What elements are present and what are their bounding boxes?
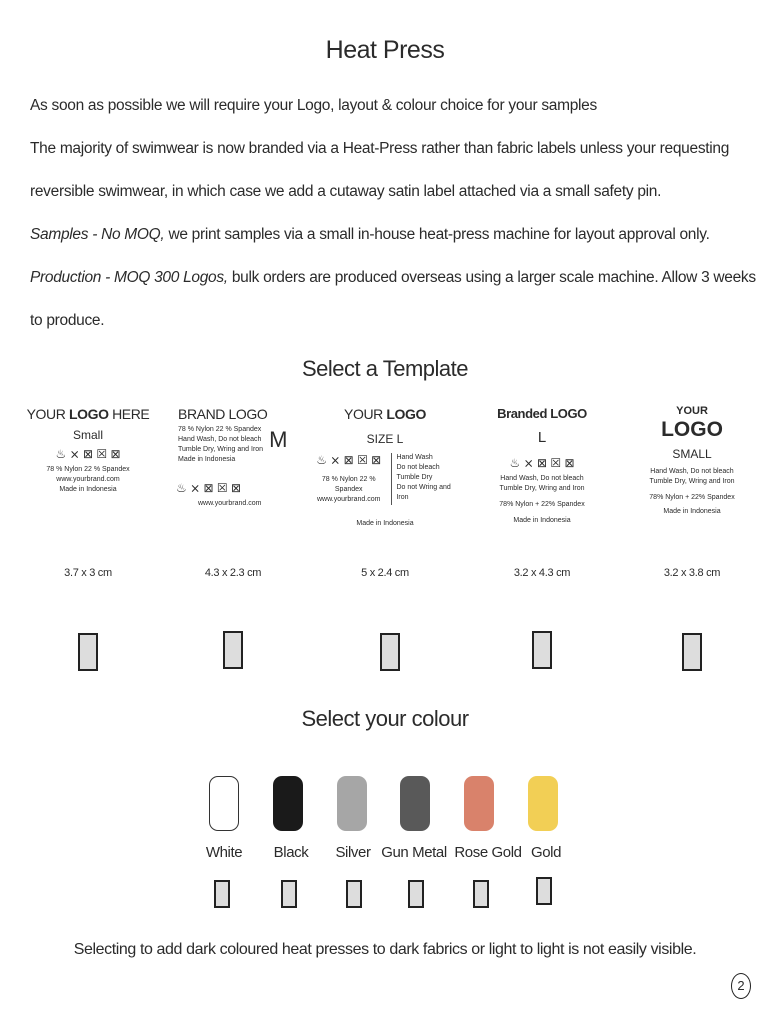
colour-label: Gun Metal	[381, 844, 447, 861]
template-text-line: 78 % Nylon 22 % Spandex	[46, 466, 130, 473]
template-heading: YOUR LOGO HERE	[26, 406, 150, 422]
template-body	[158, 425, 308, 465]
colour-white-checkbox[interactable]	[214, 880, 230, 908]
template-text-line: Hand Wash	[396, 454, 433, 461]
template-text-line: www.yourbrand.com	[56, 476, 120, 483]
colour-swatch-rose-gold	[464, 776, 494, 831]
template-text-line: 78% Nylon + 22% Spandex	[499, 501, 585, 508]
template-size-label: M	[269, 427, 288, 452]
template-dimensions: 4.3 x 2.3 cm	[204, 567, 262, 579]
template-text-line: Hand Wash, Do not bleach	[650, 468, 734, 475]
template-heading: BRAND LOGO	[178, 406, 268, 422]
template-text-line: Made in Indonesia	[513, 517, 571, 524]
template-card-5	[617, 405, 767, 579]
care-icons: ♨ ⨯ ⊠ ☒ ⊠	[55, 447, 121, 461]
template-body	[310, 453, 460, 505]
care-icons: ♨ ⨯ ⊠ ☒ ⊠	[316, 453, 382, 467]
colour-label: Gold	[530, 844, 562, 861]
production-text: bulk orders are produced overseas using a larger scale machine. Allow 3 weeks	[227, 269, 756, 286]
template-text-line: Made in Indonesia	[178, 456, 236, 463]
colour-swatch-white	[209, 776, 239, 831]
template-card-2	[158, 405, 308, 579]
template-text-line: Tumble Dry, Wring and Iron	[499, 485, 585, 492]
colour-section-title: Select your colour	[301, 706, 469, 731]
template-text-line: 78 % Nylon 22 % Spandex	[321, 476, 376, 493]
template-4-checkbox[interactable]	[532, 631, 552, 669]
intro-line-3: reversible swimwear, in which case we add a cutaway satin label attached via a small safety pin.	[30, 183, 662, 200]
template-card-4	[467, 405, 617, 579]
intro-line-2: The majority of swimwear is now branded via a Heat-Press rather than fabric labels unless your requesting	[30, 140, 730, 157]
intro-production-line	[30, 268, 756, 288]
template-section-title: Select a Template	[302, 356, 468, 381]
colour-gun-metal-checkbox[interactable]	[408, 880, 424, 908]
template-size-label: Small	[72, 428, 103, 442]
template-text-line: Tumble Dry	[396, 474, 433, 481]
template-heading: Branded LOGO	[497, 406, 587, 421]
template-text-line: Hand Wash, Do not bleach	[500, 475, 584, 482]
template-text-line: Hand Wash, Do not bleach	[178, 436, 262, 443]
colour-swatch-silver	[337, 776, 367, 831]
template-text-line: Made in Indonesia	[59, 486, 117, 493]
colour-rose-gold-checkbox[interactable]	[473, 880, 489, 908]
colour-swatch-black	[273, 776, 303, 831]
page-title: Heat Press	[325, 36, 445, 64]
template-text-line: Do not Wring and Iron	[396, 484, 451, 501]
template-text-line: Made in Indonesia	[663, 508, 721, 515]
colour-label: Silver	[335, 844, 371, 861]
template-card-1	[13, 405, 163, 579]
template-heading: YOUR LOGO	[344, 406, 426, 422]
colour-label: White	[205, 844, 243, 861]
template-5-checkbox[interactable]	[682, 633, 702, 671]
template-3-checkbox[interactable]	[380, 633, 400, 671]
template-heading-logo: LOGO	[661, 418, 723, 441]
template-heading-top: YOUR	[676, 405, 708, 417]
colour-label: Black	[273, 844, 309, 861]
intro-line-last: to produce.	[30, 312, 105, 329]
template-text-line: Made in Indonesia	[356, 520, 414, 527]
colour-gold-checkbox[interactable]	[536, 877, 552, 905]
samples-text: we print samples via a small in-house heat-press machine for layout approval only.	[164, 226, 710, 243]
template-size-label: L	[537, 429, 547, 446]
template-size-label: SMALL	[672, 447, 712, 461]
colour-swatch-gun-metal	[400, 776, 430, 831]
intro-samples-line	[30, 225, 750, 245]
intro-line-1: As soon as possible we will require your Logo, layout & colour choice for your samples	[30, 97, 597, 114]
template-text-line: Tumble Dry, Wring and Iron	[649, 478, 735, 485]
care-icons: ♨ ⨯ ⊠ ☒ ⊠	[176, 481, 242, 495]
production-label: Production - MOQ 300 Logos,	[30, 269, 228, 286]
template-dimensions: 5 x 2.4 cm	[361, 567, 409, 579]
colour-label: Rose Gold	[454, 844, 522, 861]
colour-silver-checkbox[interactable]	[346, 880, 362, 908]
page-number: 2	[731, 973, 751, 999]
footer-note: Selecting to add dark coloured heat presses to dark fabrics or light to light is not easily visible.	[73, 941, 697, 958]
samples-label: Samples - No MOQ,	[30, 226, 165, 243]
template-2-checkbox[interactable]	[223, 631, 243, 669]
template-text-line: 78 % Nylon 22 % Spandex	[178, 426, 262, 433]
care-icons: ♨ ⨯ ⊠ ☒ ⊠	[509, 456, 575, 470]
template-dimensions: 3.2 x 3.8 cm	[663, 567, 721, 579]
colour-swatch-gold	[528, 776, 558, 831]
template-1-checkbox[interactable]	[78, 633, 98, 671]
template-text-line: 78% Nylon + 22% Spandex	[649, 494, 735, 501]
template-dimensions: 3.2 x 4.3 cm	[513, 567, 571, 579]
template-dimensions: 3.7 x 3 cm	[64, 567, 112, 579]
template-size-label: SIZE L	[366, 432, 404, 446]
colour-black-checkbox[interactable]	[281, 880, 297, 908]
template-text-line: Do not bleach	[396, 464, 440, 471]
template-text-line: www.yourbrand.com	[317, 496, 381, 503]
template-card-3	[310, 405, 460, 579]
template-text-line: Tumble Dry, Wring and Iron	[178, 446, 264, 453]
template-text-line: www.yourbrand.com	[198, 500, 262, 507]
